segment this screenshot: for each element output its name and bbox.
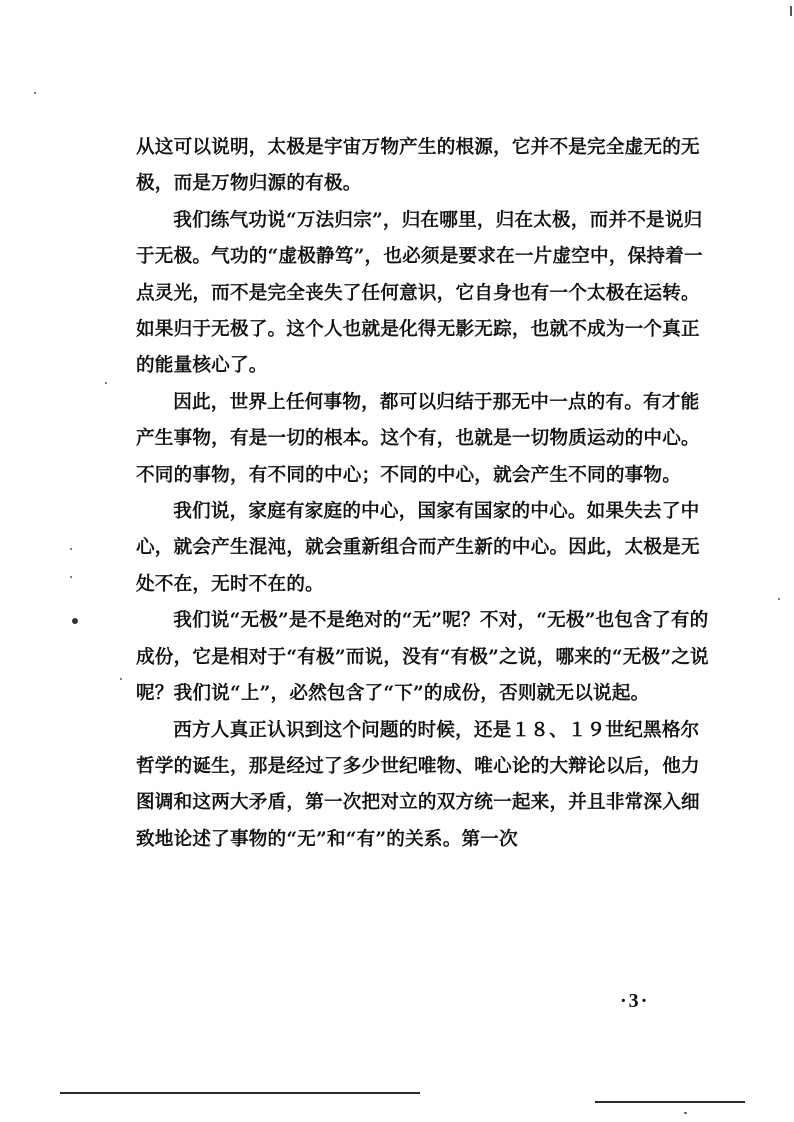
paragraph: 我们说，家庭有家庭的中心，国家有国家的中心。如果失去了中心，就会产生混沌，就会重新组合而产生新的中心。因此，太极是无处不在，无时不在的。 [136,501,700,595]
scan-speck [790,6,792,16]
bottom-rule-right [595,1101,745,1103]
scan-speck [34,92,36,94]
scan-speck [778,598,780,600]
scan-speck [120,678,122,680]
scan-speck [105,382,107,384]
body-text [136,130,716,858]
paragraph: 从这可以说明，太极是宇宙万物产生的根源，它并不是完全虚无的无极，而是万物归源的有极。 [136,137,700,195]
scan-speck [70,548,72,550]
paragraph: 因此，世界上任何事物，都可以归结于那无中一点的有。有才能产生事物，有是一切的根本。这个有，也就是一切物质运动的中心。不同的事物，有不同的中心；不同的中心，就会产生不同的事物。 [136,391,700,486]
scan-speck [70,576,72,578]
scan-speck [684,1112,687,1114]
paragraph: 西方人真正认识到这个问题的时候，还是１８、１９世纪黑格尔哲学的诞生，那是经过了多少世纪唯物、唯心论的大辩论以后，他力图调和这两大矛盾，第一次把对立的双方统一起来，并且非常深入细致地论述了事物的“无”和“有”的关系。第一次 [136,719,700,850]
bottom-rule-left [60,1092,420,1094]
margin-dot [72,618,78,624]
page-number: ·3· [620,990,650,1012]
paragraph: 我们说“无极”是不是绝对的“无”呢？不对，“无极”也包含了有的成份，它是相对于“有极”而说，没有“有极”之说，哪来的“无极”之说呢？我们说“上”，必然包含了“下”的成份，否则就无以说起。 [136,610,709,705]
paragraph: 我们练气功说“万法归宗”，归在哪里，归在太极，而并不是说归于无极。气功的“虚极静笃”，也必须是要求在一片虚空中，保持着一点灵光，而不是完全丧失了任何意识，它自身也有一个太极在运转。如果归于无极了。这个人也就是化得无影无踪，也就不成为一个真正的能量核心了。 [136,209,703,377]
